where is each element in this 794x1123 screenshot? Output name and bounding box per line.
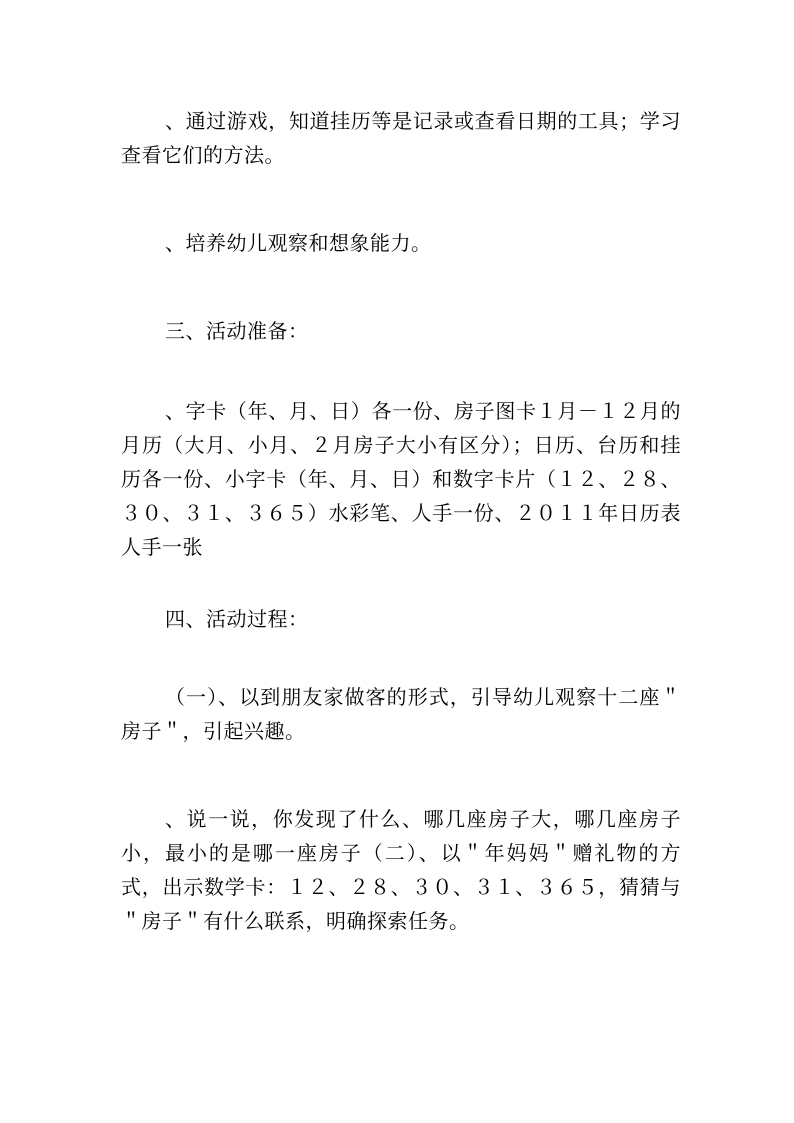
section-heading-preparation: 三、活动准备： [165,319,309,343]
paragraph-materials: 、字卡（年、月、日）各一份、房子图卡１月－１２月的月历（大月、小月、２月房子大小有区分）；日历、台历和挂历各一份、小字卡（年、月、日）和数字卡片（１２、２８、３０、３１、３６５）水彩笔、人手一份、２０１１年日历表人手一张 [121,399,681,559]
section-heading-process: 四、活动过程： [165,607,309,631]
paragraph-goal-1: 、通过游戏，知道挂历等是记录或查看日期的工具；学习查看它们的方法。 [121,109,681,167]
paragraph-goal-2: 、培养幼儿观察和想象能力。 [165,231,432,255]
paragraph-process-2: 、说一说，你发现了什么、哪几座房子大，哪几座房子小，最小的是哪一座房子（二）、以＂年妈妈＂赠礼物的方式，出示数学卡：１２、２８、３０、３１、３６５，猜猜与＂房子＂有什么联系，明确探索任务。 [121,807,681,933]
paragraph-process-1: （一）、以到朋友家做客的形式，引导幼儿观察十二座＂房子＂，引起兴趣。 [121,685,681,743]
